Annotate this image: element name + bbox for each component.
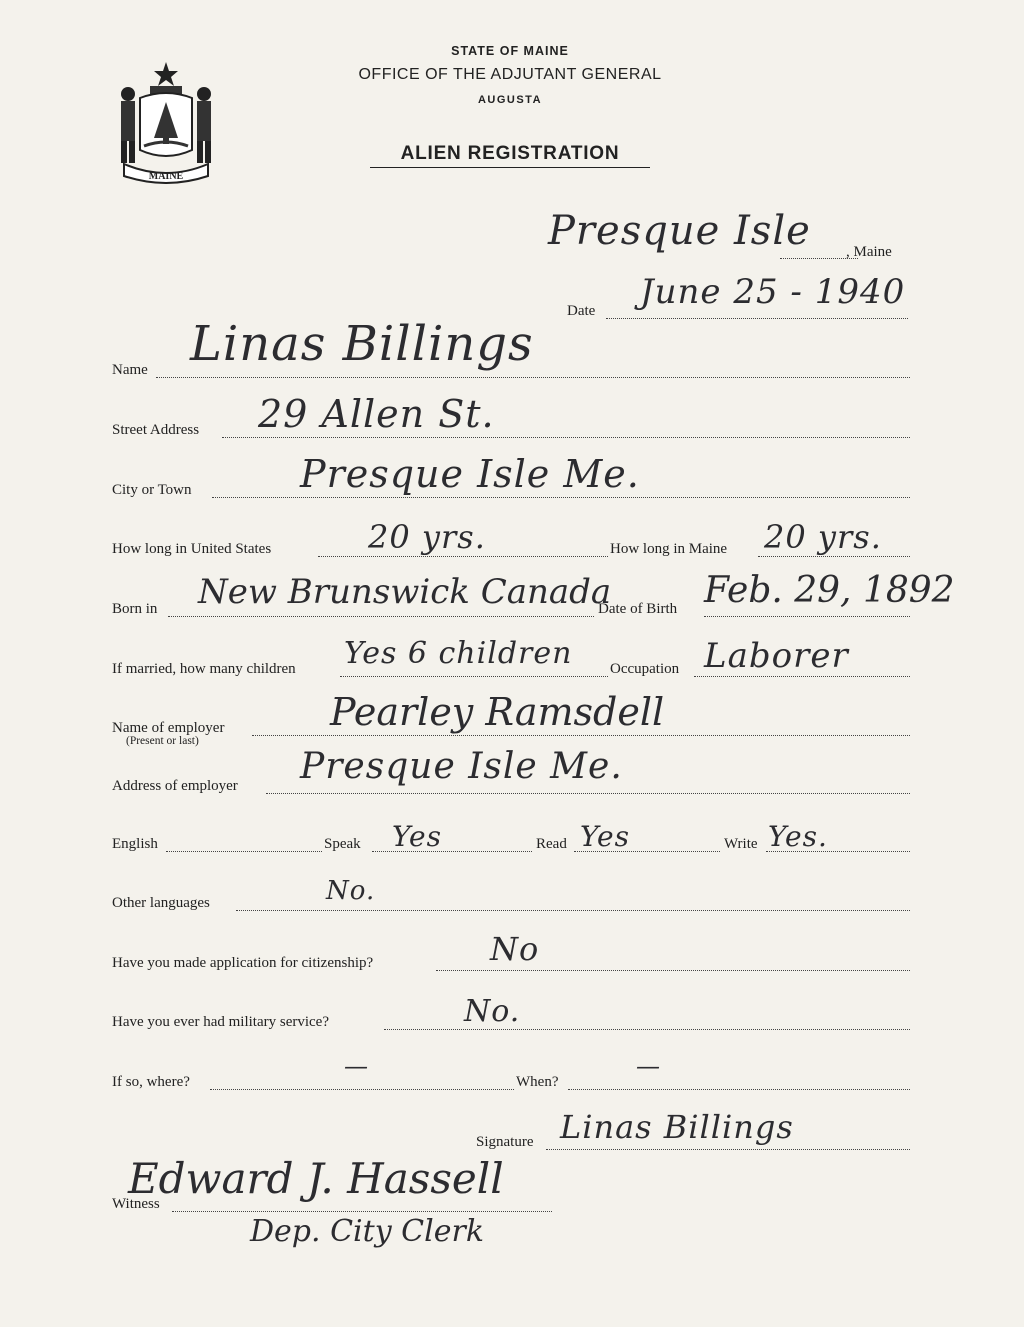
place-value: Presque Isle xyxy=(548,208,811,254)
date-of-birth-value: Feb. 29, 1892 xyxy=(704,570,955,611)
name-value: Linas Billings xyxy=(190,316,534,372)
name-line xyxy=(156,377,910,378)
date-label: Date xyxy=(567,303,596,319)
when-value: — xyxy=(636,1052,661,1080)
citizenship-value: No xyxy=(490,930,540,968)
employer-label: Name of employer xyxy=(112,720,225,736)
speak-label: Speak xyxy=(324,836,361,852)
date-line xyxy=(606,318,908,319)
born-in-label: Born in xyxy=(112,601,158,617)
employer-sublabel: (Present or last) xyxy=(126,735,199,747)
employer-address-value: Presque Isle Me. xyxy=(300,746,623,787)
signature-label: Signature xyxy=(476,1134,534,1150)
english-line xyxy=(166,851,322,852)
office-heading: OFFICE OF THE ADJUTANT GENERAL xyxy=(358,66,662,83)
city-heading: AUGUSTA xyxy=(477,94,543,106)
citizenship-label: Have you made application for citizenship? xyxy=(112,955,374,971)
write-label: Write xyxy=(724,836,758,852)
occupation-line xyxy=(694,676,910,677)
maine-state-seal-icon xyxy=(110,58,222,184)
place-suffix: , Maine xyxy=(846,244,892,260)
employer-address-line xyxy=(266,793,910,794)
where-value: — xyxy=(344,1052,369,1080)
where-label: If so, where? xyxy=(112,1074,190,1090)
employer-address-label: Address of employer xyxy=(112,778,238,794)
citizenship-line xyxy=(436,970,910,971)
street-address-value: 29 Allen St. xyxy=(258,392,495,436)
how-long-us-line xyxy=(318,556,608,557)
date-of-birth-label: Date of Birth xyxy=(598,601,678,617)
how-long-maine-label: How long in Maine xyxy=(610,541,728,557)
state-heading: STATE OF MAINE xyxy=(451,44,569,58)
city-value: Presque Isle Me. xyxy=(300,452,640,496)
children-label: If married, how many children xyxy=(112,661,296,677)
employer-value: Pearley Ramsdell xyxy=(330,690,665,734)
where-line xyxy=(210,1089,514,1090)
other-languages-label: Other languages xyxy=(112,895,210,911)
city-line xyxy=(212,497,910,498)
name-label: Name xyxy=(112,362,148,378)
born-in-line xyxy=(168,616,594,617)
witness-line xyxy=(172,1211,552,1212)
military-line xyxy=(384,1029,910,1030)
military-value: No. xyxy=(464,994,521,1029)
street-address-line xyxy=(222,437,910,438)
children-line xyxy=(340,676,608,677)
how-long-us-label: How long in United States xyxy=(112,541,272,557)
city-label: City or Town xyxy=(112,482,192,498)
born-in-value: New Brunswick Canada xyxy=(198,572,612,612)
signature-line xyxy=(546,1149,910,1150)
date-of-birth-line xyxy=(704,616,910,617)
read-value: Yes xyxy=(580,820,630,853)
when-label: When? xyxy=(516,1074,559,1090)
read-label: Read xyxy=(536,836,567,852)
witness-value: Edward J. Hassell xyxy=(128,1154,504,1203)
military-label: Have you ever had military service? xyxy=(112,1014,329,1030)
write-value: Yes. xyxy=(768,820,828,853)
signature-value: Linas Billings xyxy=(560,1108,794,1146)
witness-title: Dep. City Clerk xyxy=(250,1214,484,1249)
other-languages-value: No. xyxy=(326,876,376,906)
speak-value: Yes xyxy=(392,820,442,853)
employer-line xyxy=(252,735,910,736)
title-underline xyxy=(370,167,650,168)
street-address-label: Street Address xyxy=(112,422,200,438)
witness-label: Witness xyxy=(112,1196,160,1212)
english-label: English xyxy=(112,836,158,852)
when-line xyxy=(568,1089,910,1090)
how-long-maine-value: 20 yrs. xyxy=(764,518,882,556)
seal-motto: MAINE xyxy=(148,171,184,182)
date-value: June 25 - 1940 xyxy=(640,272,906,312)
how-long-us-value: 20 yrs. xyxy=(368,518,486,556)
occupation-value: Laborer xyxy=(704,636,849,676)
other-languages-line xyxy=(236,910,910,911)
how-long-maine-line xyxy=(758,556,910,557)
form-title: ALIEN REGISTRATION xyxy=(400,143,620,164)
occupation-label: Occupation xyxy=(610,661,680,677)
children-value: Yes 6 children xyxy=(344,636,573,671)
